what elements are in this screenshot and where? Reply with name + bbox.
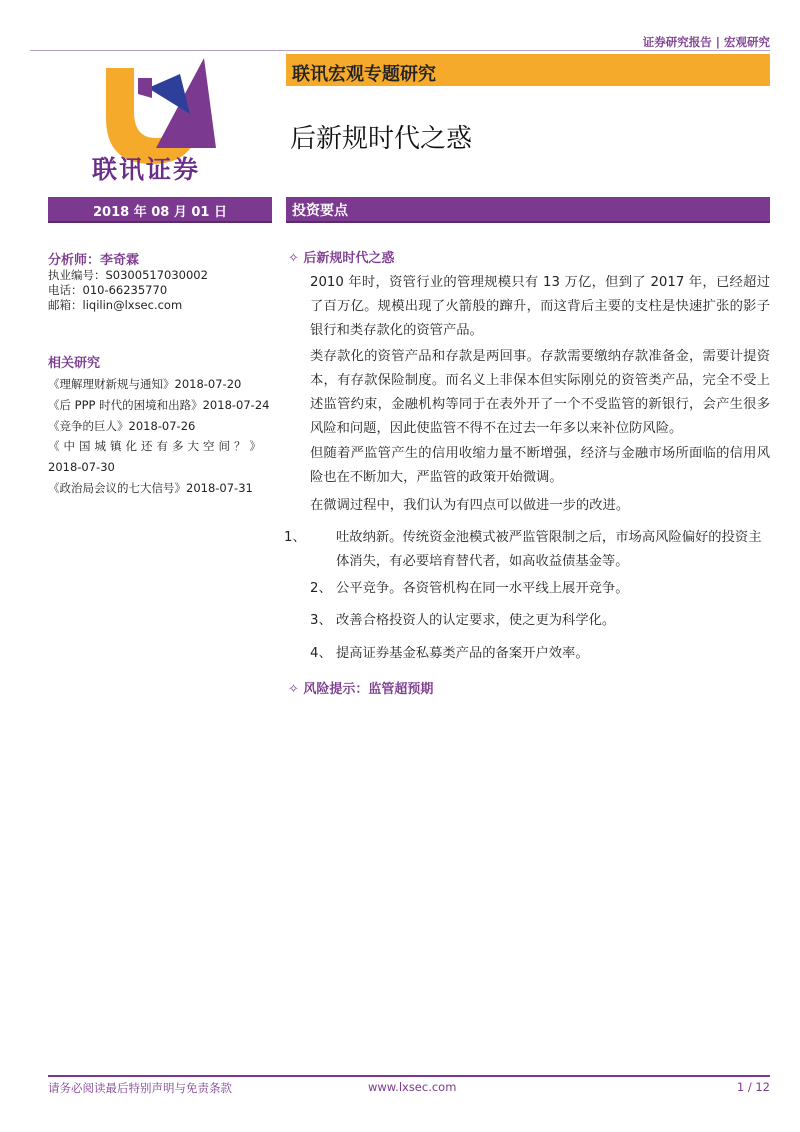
- page-number: 1 / 12: [736, 1080, 770, 1094]
- list-item: [310, 577, 770, 601]
- related-research-item[interactable]: 《政治局会议的七大信号》2018-07-31: [48, 481, 253, 495]
- body-paragraph: 但随着严监管产生的信用收缩力量不断增强，经济与金融市场所面临的信用风险也在不断加大，严监管的政策开始微调。: [310, 446, 770, 485]
- list-text: 提高证券基金私募类产品的备案开户效率。: [336, 646, 589, 661]
- related-research-item[interactable]: 《中国城镇化还有多大空间？》: [48, 439, 265, 453]
- related-research-item[interactable]: 《后 PPP 时代的困境和出路》2018-07-24: [48, 398, 270, 412]
- report-title: 后新规时代之惑: [290, 124, 473, 154]
- list-number: 1、: [284, 530, 306, 545]
- related-research-item[interactable]: 《竞争的巨人》2018-07-26: [48, 419, 196, 433]
- key-points-label: 投资要点: [292, 203, 348, 219]
- section-heading: ✧ 后新规时代之惑: [288, 251, 395, 266]
- list-text: 公平竞争。各资管机构在同一水平线上展开竞争。: [336, 581, 629, 596]
- analyst-license: 执业编号：S0300517030002: [48, 268, 208, 282]
- list-number: 2、: [310, 581, 332, 596]
- report-category-tag: 证券研究报告 | 宏观研究: [642, 35, 770, 49]
- report-date: 2018 年 08 月 01 日: [93, 205, 227, 220]
- footer-divider: [48, 1075, 770, 1077]
- list-number: 4、: [310, 646, 332, 661]
- series-title: 联讯宏观专题研究: [292, 64, 436, 85]
- list-text: 吐故纳新。传统资金池模式被严监管限制之后，市场高风险偏好的投资主体消失，有必要培育替代者，如高收益债基金等。: [336, 530, 762, 569]
- analyst-phone: 电话：010-66235770: [48, 283, 168, 297]
- footer-website-link[interactable]: www.lxsec.com: [368, 1080, 457, 1094]
- related-research-title: 相关研究: [48, 356, 101, 371]
- body-paragraph: 类存款化的资管产品和存款是两回事。存款需要缴纳存款准备金，需要计提资本，有存款保险制度。而名义上非保本但实际刚兑的资管类产品，完全不受上述监管约束，金融机构等同于在表外开了一个不受监管的新银行，会产生很多风险和问题，因此使监管不得不在过去一年多以来补位防风险。: [310, 349, 770, 436]
- list-text: 改善合格投资人的认定要求，使之更为科学化。: [336, 613, 616, 628]
- key-points-banner: [286, 197, 770, 223]
- related-research-item[interactable]: 《理解理财新规与通知》2018-07-20: [48, 377, 242, 391]
- analyst-name: 分析师：李奇霖: [48, 253, 140, 268]
- body-paragraph: 2010 年时，资管行业的管理规模只有 13 万亿，但到了 2017 年，已经超过了百万亿。规模出现了火箭般的蹿升，而这背后主要的支柱是快速扩张的影子银行和类存款化的资管产品。: [310, 275, 770, 338]
- list-number: 3、: [310, 613, 332, 628]
- analyst-email[interactable]: 邮箱：liqilin@lxsec.com: [48, 298, 183, 312]
- header-divider: [30, 50, 770, 51]
- related-research-item-date: 2018-07-30: [48, 460, 115, 474]
- list-item: [284, 526, 770, 574]
- footer-disclaimer[interactable]: 请务必阅读最后特别声明与免责条款: [48, 1081, 232, 1095]
- list-item: [310, 642, 770, 666]
- list-item: [310, 609, 770, 633]
- logo-wordmark: 联讯证券: [92, 155, 201, 184]
- risk-warning-heading: ✧ 风险提示：监管超预期: [288, 682, 434, 697]
- body-paragraph: 在微调过程中，我们认为有四点可以做进一步的改进。: [310, 498, 630, 513]
